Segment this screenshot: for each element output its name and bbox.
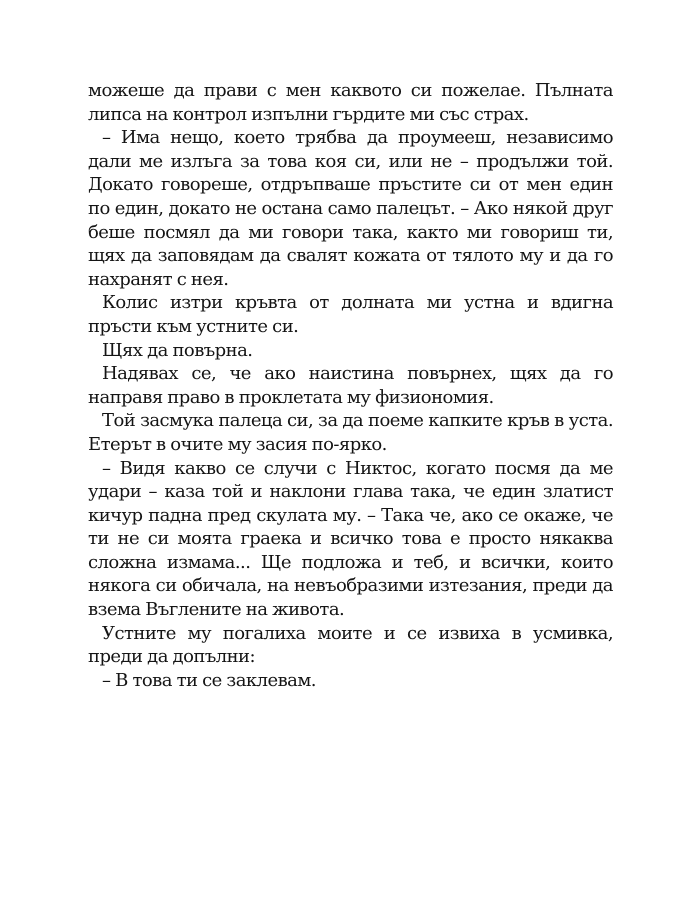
paragraph: Той засмука палеца си, за да поеме капките кръв в уста. Етерът в очите му засия по-ярко. <box>88 410 613 455</box>
paragraph-continuation: можеше да прави с мен каквото си пожелае. Пълната липса на контрол изпълни гърдите ми със страх. <box>88 80 613 125</box>
paragraph-dialogue: – Има нещо, което трябва да проумееш, независимо дали ме излъга за това коя си, или не – продължи той. Докато говореше, отдръпваше пръстите си от мен един по един, докато не остана само палецът. – Ако някой друг беше посмял да ми говори така, както ми говориш ти, щях да заповядам да свалят кожата от тялото му и да го нахранят с нея. <box>88 127 613 290</box>
paragraph: Щях да повърна. <box>102 339 253 361</box>
paragraph: Колис изтри кръвта от долната ми устна и вдигна пръсти към устните си. <box>88 292 613 337</box>
paragraph-dialogue: – Видя какво се случи с Никтос, когато посмя да ме удари – каза той и наклони глава така, че един златист кичур падна пред скулата му. – Така че, ако се окаже, че ти не си моята граека и всичко това е просто някаква сложна измама... Ще подложа и теб, и всички, които някога си обичала, на невъобразими изтезания, преди да взема Въглените на живота. <box>88 457 613 621</box>
paragraph-dialogue: – В това ти се заклевам. <box>102 669 316 691</box>
paragraph: Надявах се, че ако наистина повърнех, щях да го направя право в проклетата му физиономия. <box>88 363 613 408</box>
paragraph: Устните му погалиха моите и се извиха в усмивка, преди да допълни: <box>88 622 613 668</box>
page-text <box>88 79 613 692</box>
